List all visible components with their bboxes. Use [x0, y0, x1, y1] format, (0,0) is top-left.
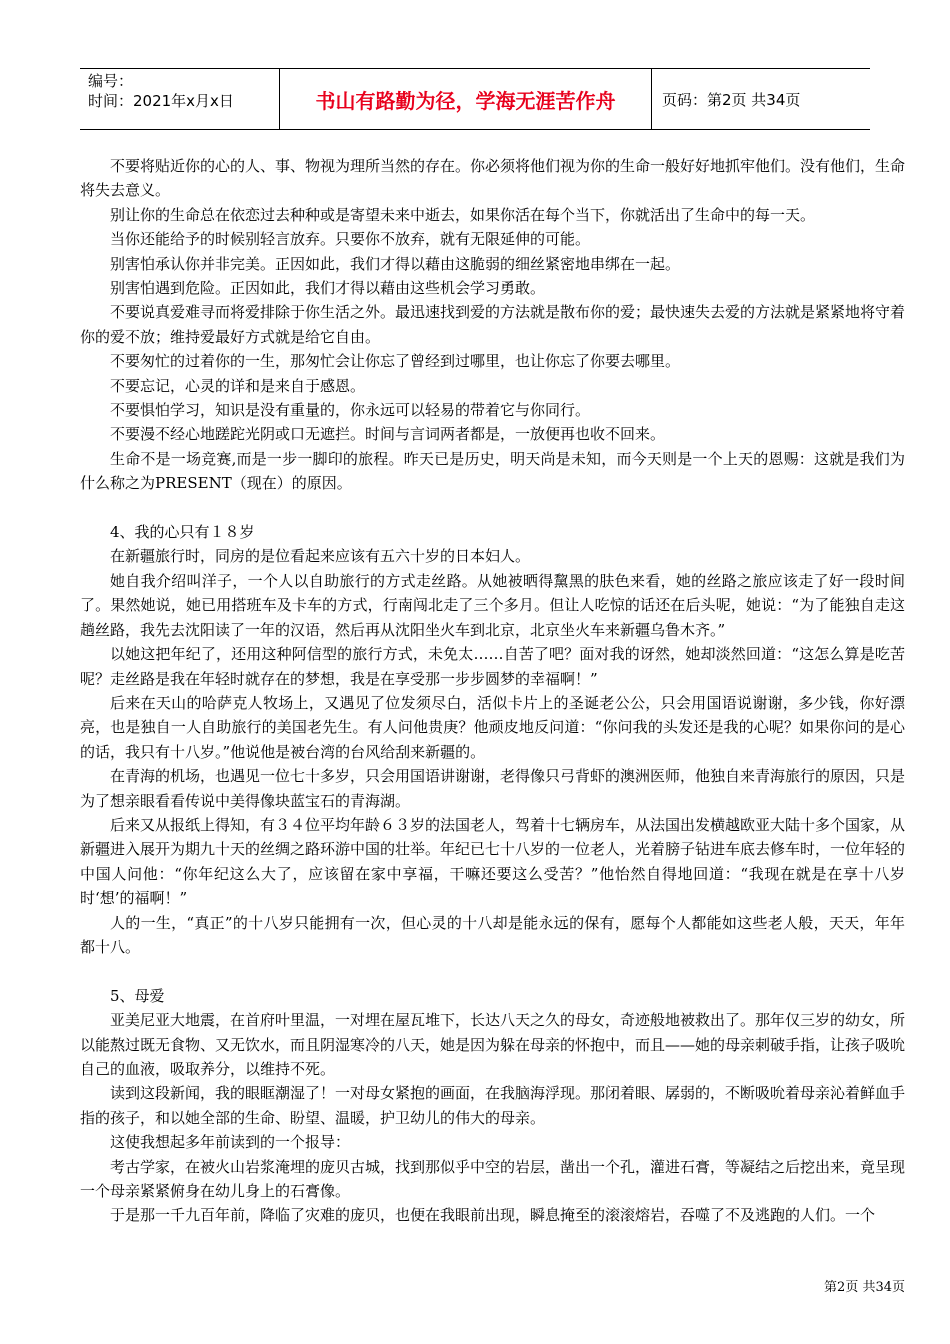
paragraph: 别让你的生命总在依恋过去种种或是寄望未来中逝去，如果你活在每个当下，你就活出了生命中的每一天。 — [110, 205, 816, 224]
paragraph: 读到这段新闻，我的眼眶潮湿了！一对母女紧抱的画面，在我脑海浮现。那闭着眼、孱弱的，不断吸吮着母亲沁着鲜血手指的孩子，和以她全部的生命、盼望、温暖，护卫幼儿的伟大的母亲。 — [80, 1084, 906, 1127]
paragraph: 不要将贴近你的心的人、事、物视为理所当然的存在。你必须将他们视为你的生命一般好好地抓牢他们。没有他们，生命将失去意义。 — [80, 157, 906, 200]
paragraph: 人的一生，“真正”的十八岁只能拥有一次，但心灵的十八却是能永远的保有，愿每个人都能如这些老人般，天天，年年都十八。 — [80, 913, 905, 956]
paragraph: 在新疆旅行时，同房的是位看起来应该有五六十岁的日本妇人。 — [110, 547, 531, 566]
paragraph: 亚美尼亚大地震，在首府叶里温，一对埋在屋瓦堆下，长达八天之久的母女，奇迹般地被救出了。那年仅三岁的幼女，所以能熬过既无食物、又无饮水，而且阴湿寒冷的八天，她是因为躲在母亲的怀抱中，而且——她的母亲刺破手指，让孩子吸吮自己的血液，吸取养分，以维持不死。 — [80, 1011, 906, 1078]
header-info — [80, 69, 280, 129]
paragraph: 后来在天山的哈萨克人牧场上，又遇见了位发须尽白，活似卡片上的圣诞老公公，只会用国语说谢谢，多少钱，你好漂亮，也是独自一人自助旅行的美国老先生。有人问他贵庚？他顽皮地反问道：“你问我的头发还是我的心呢？如果你问的是心的话，我只有十八岁。”他说他是被台湾的台风给刮来新疆的。 — [80, 693, 905, 761]
document-body — [80, 154, 905, 1228]
paragraph: 后来又从报纸上得知，有３４位平均年龄６３岁的法国老人，驾着十七辆房车，从法国出发横越欧亚大陆十多个国家，从新疆进入展开为期九十天的丝绸之路环游中国的壮举。年纪已七十八岁的一位老人，光着膀子钻进车底去修车时，一位年轻的中国人问他：“你年纪这么大了，应该留在家中享福，干嘛还要这么受苦？”他怡然自得地回道：“我现在就是在享十八岁时‘想’的福啊！” — [80, 815, 906, 908]
paragraph: 这使我想起多年前读到的一个报导： — [110, 1133, 351, 1152]
page-header — [80, 68, 870, 130]
paragraph: 4、我的心只有１８岁 — [110, 523, 255, 542]
paragraph: 别害怕遇到危险。正因如此，我们才得以藉由这些机会学习勇敢。 — [110, 279, 546, 298]
paragraph: 当你还能给予的时候别轻言放弃。只要你不放弃，就有无限延伸的可能。 — [110, 230, 591, 249]
paragraph: 不要说真爱难寻而将爱排除于你生活之外。最迅速找到爱的方法就是散布你的爱；最快速失去爱的方法就是紧紧地将守着你的爱不放；维持爱最好方式就是给它自由。 — [80, 303, 906, 346]
paragraph: 她自我介绍叫洋子，一个人以自助旅行的方式走丝路。从她被晒得黧黑的肤色来看，她的丝路之旅应该走了好一段时间了。果然她说，她已用搭班车及卡车的方式，行南闯北走了三个多月。但让人吃惊的话还在后头呢，她说：“为了能独自走这趟丝路，我先去沈阳读了一年的汉语，然后再从沈阳坐火车到北京，北京坐火车来新疆乌鲁木齐。” — [80, 571, 905, 639]
paragraph: 在青海的机场，也遇见一位七十多岁，只会用国语讲谢谢，老得像只弓背虾的澳洲医师，他独自来青海旅行的原因，只是为了想亲眼看看传说中美得像块蓝宝石的青海湖。 — [80, 767, 906, 810]
paragraph: 生命不是一场竞赛,而是一步一脚印的旅程。昨天已是历史，明天尚是未知，而今天则是一个上天的恩赐：这就是我们为什么称之为PRESENT（现在）的原因。 — [80, 449, 905, 493]
paragraph: 不要匆忙的过着你的一生，那匆忙会让你忘了曾经到过哪里，也让你忘了你要去哪里。 — [110, 352, 681, 371]
paragraph-gap — [80, 496, 905, 520]
paragraph: 不要忘记，心灵的详和是来自于感恩。 — [110, 376, 366, 395]
paragraph-gap — [80, 959, 905, 983]
paragraph: 别害怕承认你并非完美。正因如此，我们才得以藉由这脆弱的细丝紧密地串绑在一起。 — [110, 254, 681, 273]
paragraph: 不要漫不经心地蹉跎光阴或口无遮拦。时间与言词两者都是，一放便再也收不回来。 — [110, 425, 666, 444]
paragraph: 5、母爱 — [110, 986, 165, 1005]
page-footer: 第2页 共34页 — [824, 1280, 905, 1295]
paragraph: 于是那一千九百年前，降临了灾难的庞贝，也便在我眼前出现，瞬息掩至的滚滚熔岩，吞噬了不及逃跑的人们。一个 — [110, 1206, 876, 1225]
paragraph: 考古学家，在被火山岩浆淹埋的庞贝古城，找到那似乎中空的岩层，凿出一个孔，灌进石膏，等凝结之后挖出来，竟呈现一个母亲紧紧俯身在幼儿身上的石膏像。 — [80, 1157, 906, 1201]
paragraph: 以她这把年纪了，还用这种阿信型的旅行方式，未免太……自苦了吧？面对我的讶然，她却淡然回道：“这怎么算是吃苦呢？走丝路是我在年轻时就存在的梦想，我是在享受那一步步圆梦的幸福啊！” — [80, 645, 905, 688]
header-motto: 书山有路勤为径，学海无涯苦作舟 — [280, 69, 652, 129]
paragraph: 不要惧怕学习，知识是没有重量的，你永远可以轻易的带着它与你同行。 — [110, 401, 591, 420]
document-number-label: 编号： — [88, 72, 134, 90]
document-date: 时间：2021年x月x日 — [88, 92, 234, 110]
header-page-number: 页码：第2页 共34页 — [662, 90, 801, 109]
